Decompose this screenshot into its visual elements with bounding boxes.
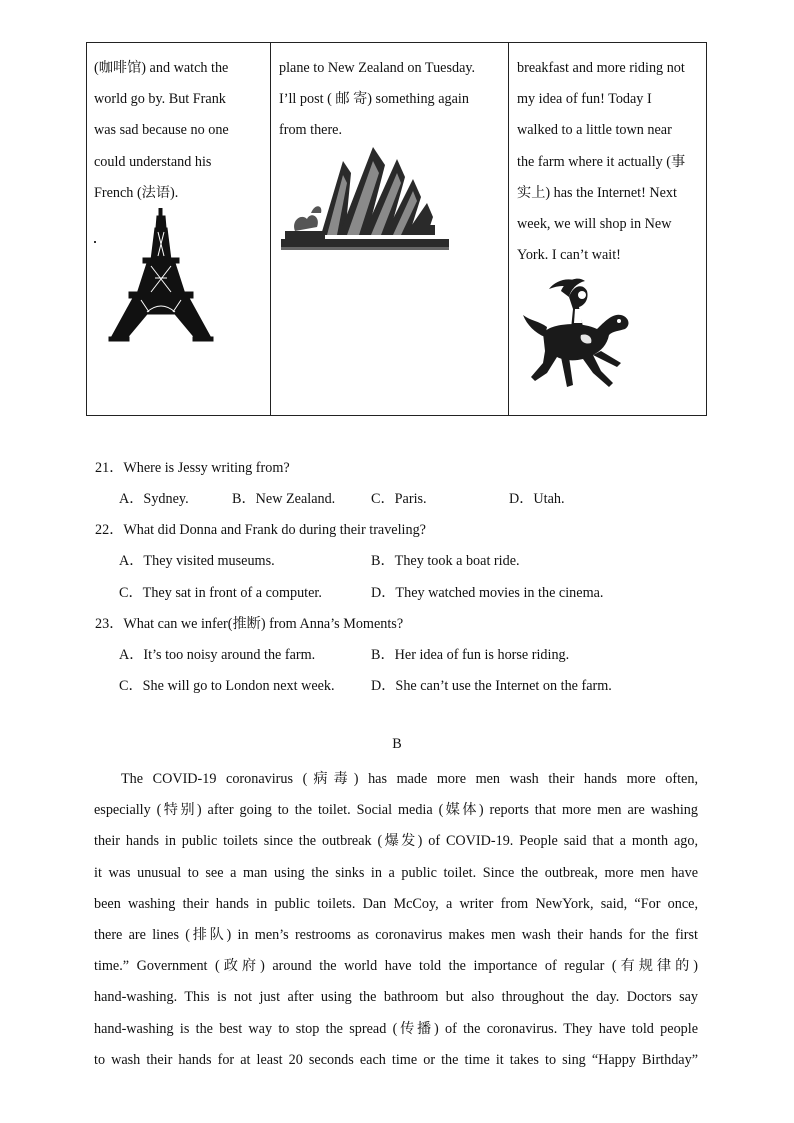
option-23-b: B．Her idea of fun is horse riding. (371, 647, 570, 663)
passage-line: The COVID-19 coronavirus (病毒) has made more men wash their hands more often, (121, 771, 698, 787)
table-column-jessy (271, 43, 509, 415)
option-22-d: D．They watched movies in the cinema. (371, 585, 604, 601)
table-column-donna-frank (87, 43, 271, 415)
text-line: from there. (279, 122, 343, 139)
option-21-a: A．Sydney. (119, 491, 189, 507)
question-23 (95, 613, 403, 633)
question-text: What can we infer(推断) from Anna’s Moments? (123, 616, 404, 632)
option-22-b: B．They took a boat ride. (371, 553, 520, 569)
stray-dot (94, 241, 96, 243)
passage-line: been washing their hands in public toilets. Dan McCoy, a writer from NewYork, said, “For once, (94, 895, 698, 912)
text-line: world go by. But Frank (94, 91, 226, 108)
passage-line: there are lines (排队) in men’s restrooms as coronavirus makes men wash their hands for the first (94, 926, 698, 943)
text-line: could understand his (94, 153, 212, 170)
text-line: French (法语). (94, 184, 179, 201)
text-line: the farm where it actually (事 (517, 153, 686, 170)
passage-line: especially (特别) after going to the toilet. Social media (媒体) reports that more men are washing (94, 802, 698, 819)
text-line: 实上) has the Internet! Next (517, 184, 677, 201)
girl-riding-horse-image (521, 271, 641, 406)
table-column-anna (509, 43, 706, 415)
question-number: 23． (95, 616, 124, 632)
option-23-d: D．She can’t use the Internet on the farm. (371, 678, 612, 694)
question-text: What did Donna and Frank do during their traveling? (123, 522, 426, 538)
option-21-c: C．Paris. (371, 491, 427, 507)
passage-line: hand-washing. This is not just after using the bathroom but also throughout the day. Doctors say (94, 989, 698, 1006)
column-text (279, 53, 500, 147)
question-22 (95, 519, 426, 539)
text-line: plane to New Zealand on Tuesday. (279, 60, 476, 76)
option-21-d: D．Utah. (509, 491, 565, 507)
option-23-c: C．She will go to London next week. (119, 678, 335, 694)
text-line: (咖啡馆) and watch the (94, 60, 229, 76)
column-text (94, 53, 262, 209)
question-number: 21． (95, 460, 124, 476)
option-21-b: B．New Zealand. (232, 491, 336, 507)
text-line: week, we will shop in New (517, 216, 672, 233)
passage-line: their hands in public toilets since the outbreak (爆发) of COVID-19. People said that a month ago, (94, 833, 698, 850)
section-heading: B (392, 736, 402, 752)
reading-table (86, 42, 707, 416)
text-line: I’ll post ( 邮 寄) something again (279, 91, 469, 108)
text-line: was sad because no one (94, 122, 229, 139)
text-line: breakfast and more riding not (517, 60, 685, 76)
question-text: Where is Jessy writing from? (123, 460, 290, 476)
passage-line: to wash their hands for at least 20 seconds each time or the time it takes to sing “Happy Birthday” (94, 1051, 698, 1068)
column-text (517, 53, 698, 271)
section-b-passage (94, 764, 698, 1076)
passage-line: it was unusual to see a man using the sinks in a public toilet. Since the outbreak, more men have (94, 864, 698, 881)
text-line: my idea of fun! Today I (517, 91, 652, 108)
option-22-c: C．They sat in front of a computer. (119, 585, 322, 601)
sydney-opera-house-image (281, 143, 453, 263)
eiffel-tower-image (103, 208, 219, 344)
question-number: 22． (95, 522, 124, 538)
text-line: York. I can’t wait! (517, 247, 621, 264)
text-line: walked to a little town near (517, 122, 672, 139)
option-22-a: A．They visited museums. (119, 553, 275, 569)
passage-line: time.” Government (政府) around the world have told the importance of regular (有规律的) (94, 958, 698, 975)
passage-line: hand-washing is the best way to stop the spread (传播) of the coronavirus. They have told people (94, 1020, 698, 1037)
question-21 (95, 457, 290, 477)
option-23-a: A．It’s too noisy around the farm. (119, 647, 316, 663)
